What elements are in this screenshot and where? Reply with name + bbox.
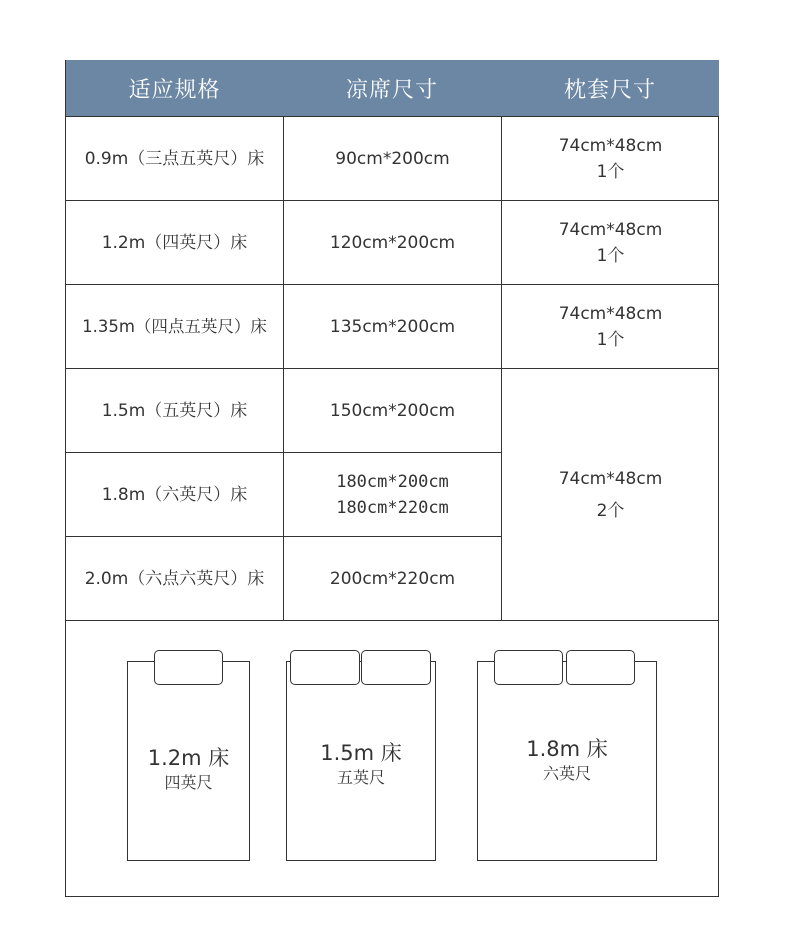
pillow-size-text: 74cm*48cm — [558, 303, 663, 324]
pillow-count-text: 2个 — [596, 500, 625, 521]
header-pillow-size: 枕套尺寸 — [501, 60, 719, 117]
spec-text: 1.5m（五英尺）床 — [101, 400, 248, 421]
spec-text: 1.8m（六英尺）床 — [101, 484, 248, 505]
bed-sub-label: 五英尺 — [336, 768, 385, 787]
table-cell-spec — [66, 201, 283, 284]
spec-text: 0.9m（三点五英尺）床 — [84, 148, 265, 169]
table-cell-pillow — [502, 201, 719, 284]
pillow-shape — [494, 650, 563, 685]
pillow-size-text: 74cm*48cm — [558, 468, 663, 489]
mat-size-text: 120cm*200cm — [329, 232, 456, 253]
table-cell-spec — [66, 285, 283, 368]
table-cell-pillow — [502, 285, 719, 368]
table-cell-spec — [66, 537, 283, 620]
header-mat-size: 凉席尺寸 — [283, 60, 501, 117]
header-spec: 适应规格 — [66, 60, 283, 117]
table-cell-mat — [284, 369, 501, 452]
bed-sub-label: 四英尺 — [164, 773, 213, 792]
spec-text: 2.0m（六点六英尺）床 — [84, 568, 265, 589]
pillow-shape — [566, 650, 635, 685]
mat-size-text: 180cm*200cm — [336, 471, 449, 492]
table-cell-mat — [284, 117, 501, 200]
table-cell-mat — [284, 201, 501, 284]
pillow-count-text: 1个 — [596, 161, 625, 182]
mat-size-text: 150cm*200cm — [329, 400, 456, 421]
spec-text: 1.35m（四点五英尺）床 — [82, 316, 267, 336]
pillow-shape — [154, 650, 223, 685]
bed-size-label: 1.8m 床 — [526, 737, 608, 761]
pillow-count-text: 1个 — [596, 245, 625, 266]
table-cell-spec — [66, 117, 283, 200]
spec-text: 1.2m（四英尺）床 — [101, 232, 248, 253]
mat-size-text: 180cm*220cm — [336, 497, 449, 518]
mat-size-text: 135cm*200cm — [329, 316, 456, 337]
table-cell-mat — [284, 537, 501, 620]
table-cell-spec — [66, 453, 283, 536]
bed-size-label: 1.2m 床 — [147, 746, 230, 770]
mat-size-text: 90cm*200cm — [335, 148, 450, 169]
bed-size-label: 1.5m 床 — [320, 741, 402, 765]
row-divider — [65, 620, 719, 621]
bed-sub-label: 六英尺 — [542, 764, 591, 783]
table-cell-mat — [284, 285, 501, 368]
pillow-shape — [361, 650, 431, 685]
pillow-size-text: 74cm*48cm — [558, 135, 663, 156]
table-cell-pillow — [502, 117, 719, 200]
pillow-shape — [290, 650, 360, 685]
pillow-size-text: 74cm*48cm — [558, 219, 663, 240]
table-cell-pillow-merged — [502, 369, 719, 620]
table-cell-spec — [66, 369, 283, 452]
table-cell-mat — [284, 453, 501, 536]
mat-size-text: 200cm*220cm — [329, 568, 456, 589]
pillow-count-text: 1个 — [596, 329, 625, 350]
